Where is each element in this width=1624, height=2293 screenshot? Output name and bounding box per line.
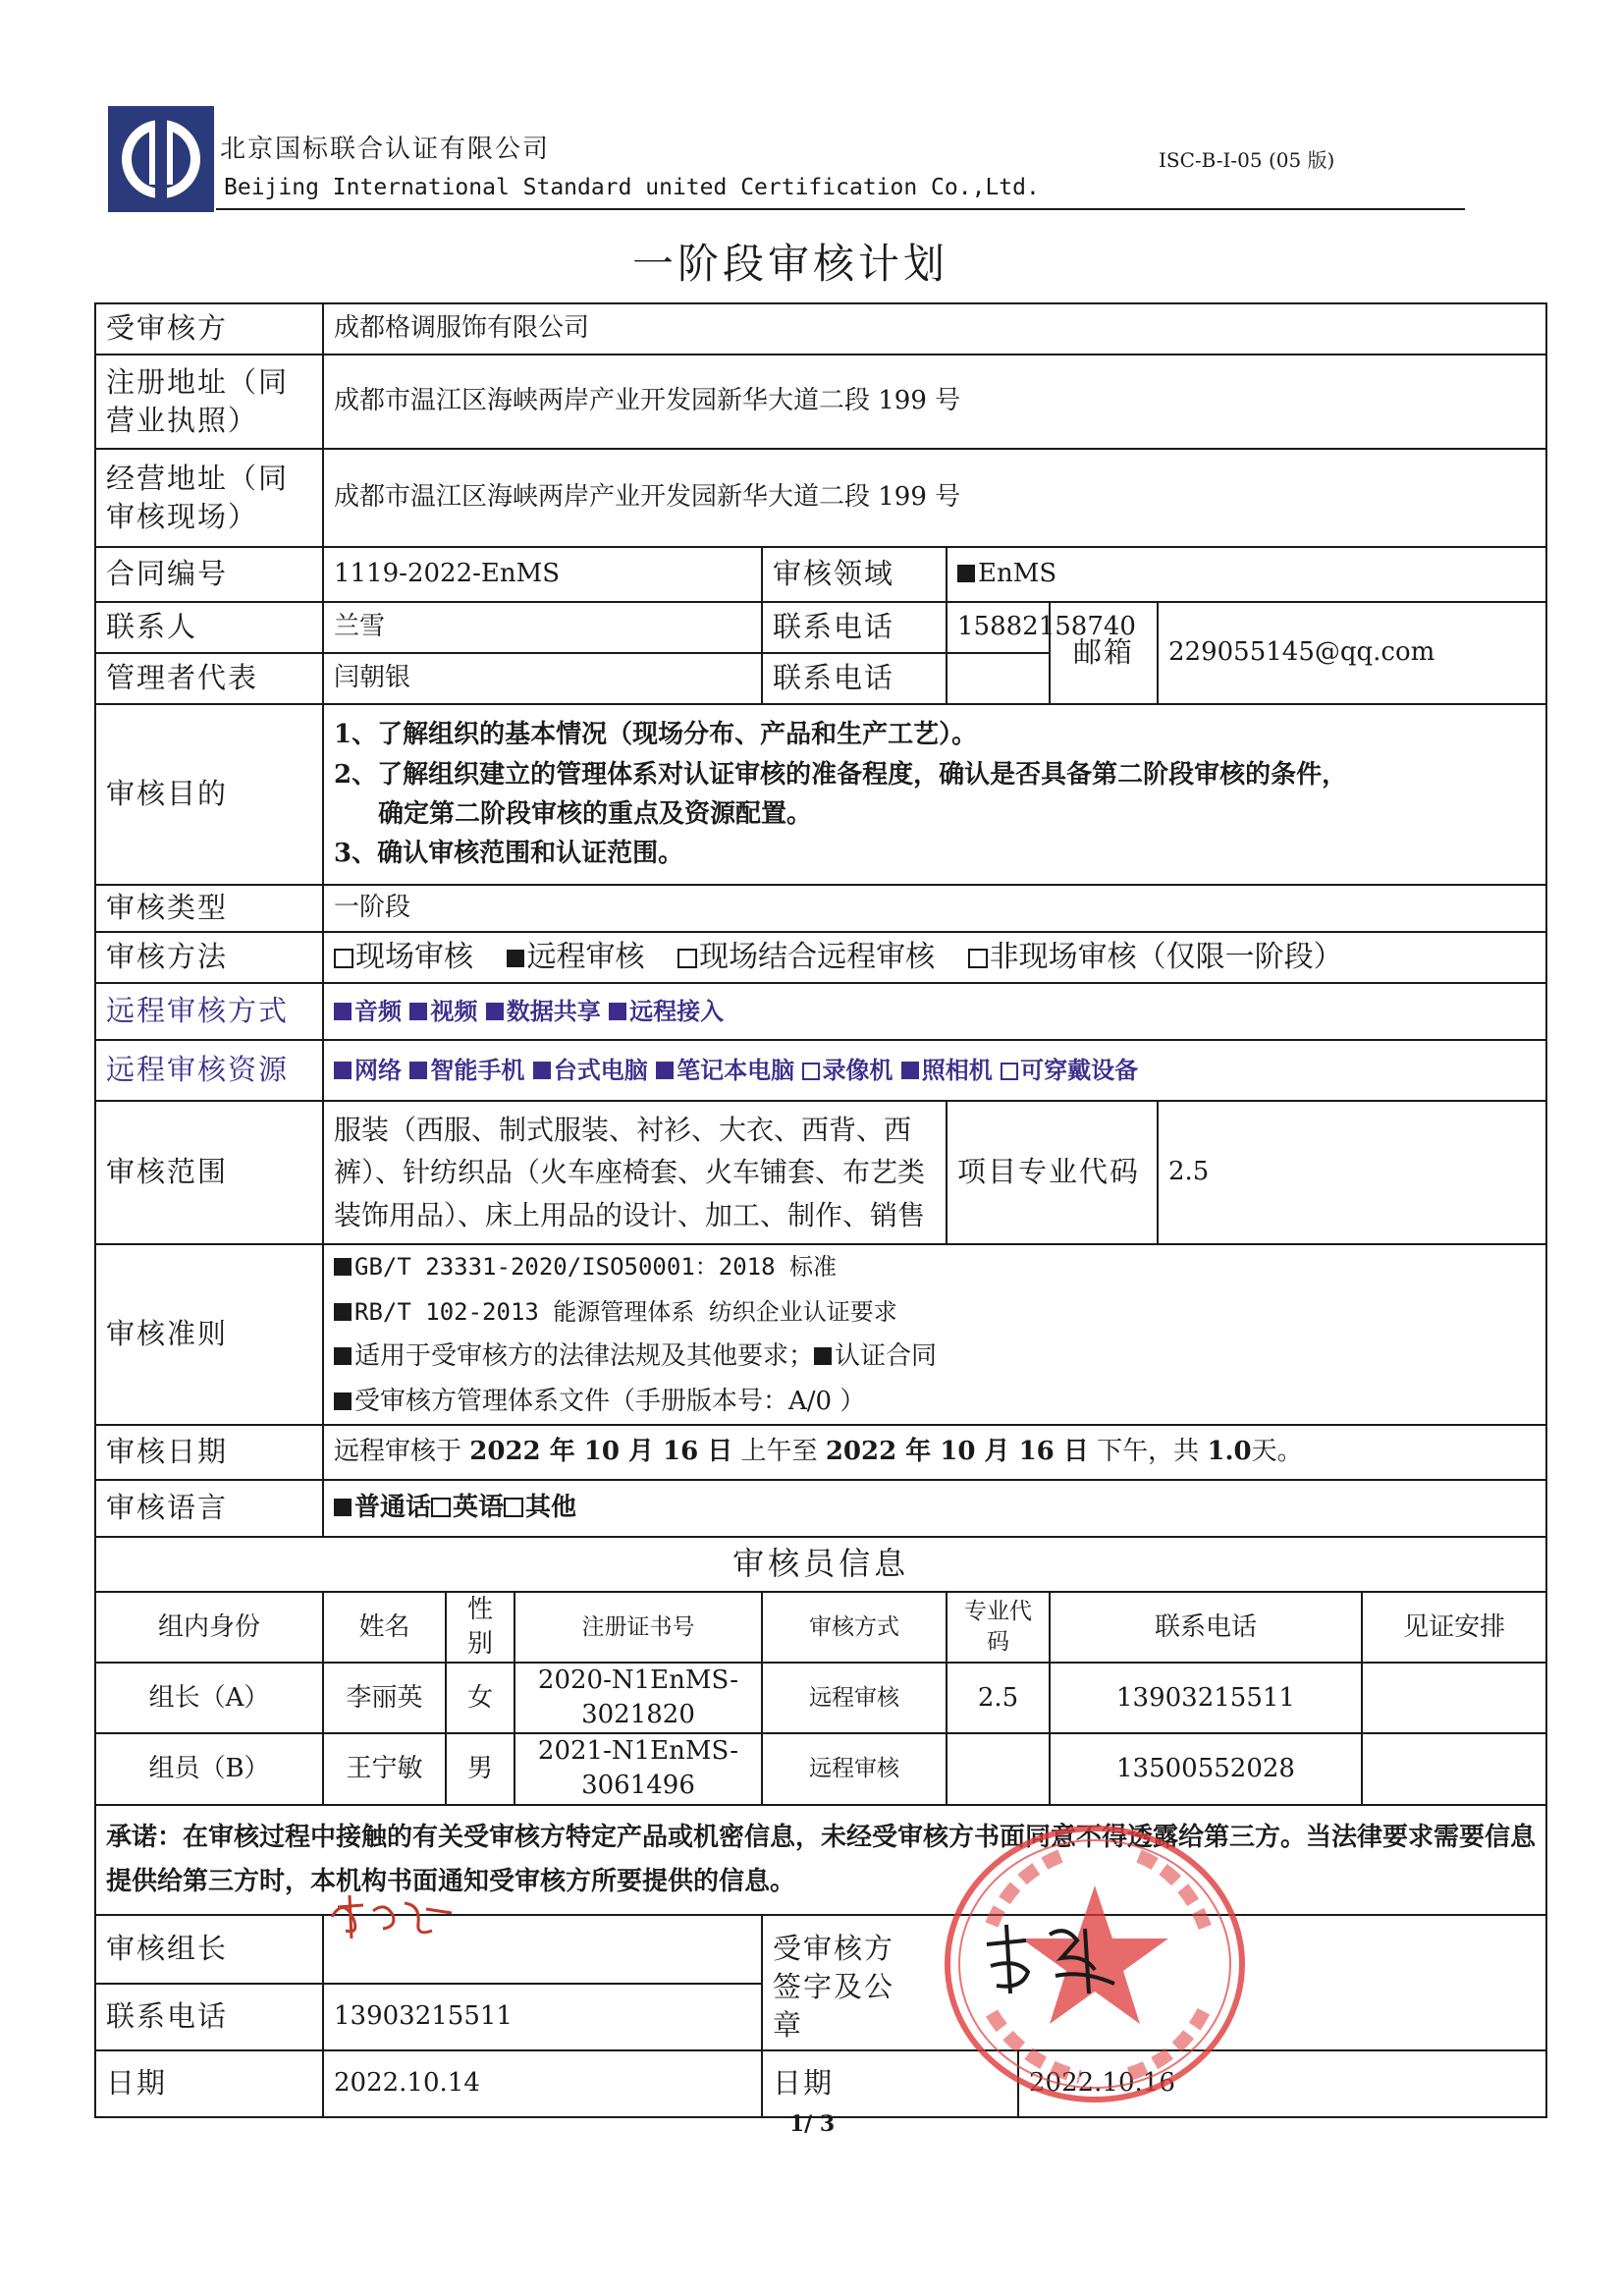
option-label: 笔记本电脑 [677, 1055, 795, 1084]
table-cell: 远程审核 [762, 1663, 947, 1733]
contact-phone-value: 15882158740 [947, 602, 1050, 653]
date-days: 1.0 [1207, 1437, 1252, 1467]
criteria-line [334, 1380, 1536, 1425]
column-header: 见证安排 [1362, 1592, 1546, 1663]
management-rep-value: 闫朝银 [323, 653, 762, 704]
unchecked-box-icon [334, 949, 353, 968]
table-row [95, 1733, 1546, 1804]
email-value: 229055145@qq.com [1158, 602, 1546, 704]
option-label: 现场结合远程审核 [699, 939, 936, 974]
checked-box-icon [486, 1003, 504, 1020]
confidentiality-commitment: 承诺：在审核过程中接触的有关受审核方特定产品或机密信息，未经受审核方书面同意不得透露给第三方。当法律要求需要信息提供给第三方时，本机构书面通知受审核方所要提供的信息。 [95, 1805, 1546, 1915]
company-name-en: Beijing International Standard united Certification Co.,Ltd. [224, 175, 1040, 200]
option-label: 网络 [354, 1055, 402, 1084]
audit-plan-form [94, 302, 1537, 2107]
method-option-combined[interactable] [677, 940, 935, 974]
language-english[interactable] [431, 1493, 504, 1522]
management-rep-label: 管理者代表 [95, 653, 323, 704]
email-label: 邮箱 [1050, 602, 1158, 704]
checked-box-icon [957, 565, 975, 582]
table-cell: 李丽英 [323, 1663, 446, 1733]
table-cell [947, 1733, 1050, 1804]
contact-label: 联系人 [95, 602, 323, 653]
audit-type-label: 审核类型 [95, 885, 323, 932]
method-option-offsite[interactable] [968, 940, 1343, 974]
unchecked-box-icon [1001, 1063, 1018, 1080]
table-cell: 王宁敏 [323, 1733, 446, 1804]
audit-domain-label: 审核领域 [762, 547, 947, 602]
table-cell: 女 [446, 1663, 514, 1733]
column-header: 组内身份 [95, 1592, 323, 1663]
contract-number-label: 合同编号 [95, 547, 323, 602]
audit-purpose-label: 审核目的 [95, 704, 323, 885]
resource-laptop[interactable] [656, 1056, 794, 1084]
table-cell: 远程审核 [762, 1733, 947, 1804]
auditee-label: 受审核方 [95, 303, 323, 355]
option-label: 普通话 [354, 1493, 432, 1523]
operating-address-label: 经营地址（同审核现场） [95, 449, 323, 547]
table-row [95, 1663, 1546, 1733]
resource-wearable[interactable] [1001, 1056, 1138, 1084]
remote-mode-remote-access[interactable] [609, 997, 724, 1025]
criteria-text: RB/T 102-2013 能源管理体系 纺织企业认证要求 [354, 1297, 897, 1326]
date-end: 2022 年 10 月 16 日 [825, 1437, 1089, 1467]
audit-language-options [323, 1480, 1546, 1537]
project-code-label: 项目专业代码 [947, 1101, 1158, 1244]
method-option-onsite[interactable] [334, 940, 473, 974]
auditee-value: 成都格调服饰有限公司 [323, 303, 1546, 355]
table-cell: 13903215511 [1050, 1663, 1362, 1733]
table-cell: 男 [446, 1733, 514, 1804]
checked-box-icon [334, 1062, 352, 1079]
option-label: 智能手机 [430, 1055, 525, 1084]
criteria-line [334, 1245, 1536, 1290]
leader-date-value: 2022.10.14 [323, 2050, 762, 2117]
page-number: 1/ 3 [788, 2111, 836, 2137]
column-header: 姓名 [323, 1592, 446, 1663]
audit-leader-label: 审核组长 [95, 1915, 323, 1984]
purpose-item: 3、确认审核范围和认证范围。 [334, 839, 684, 869]
option-label: 照相机 [921, 1055, 993, 1084]
table-cell: 2020-N1EnMS-3021820 [514, 1663, 762, 1733]
column-header: 性别 [446, 1592, 514, 1663]
language-mandarin[interactable] [334, 1493, 431, 1522]
date-mid: 上午至 [740, 1437, 818, 1467]
unchecked-box-icon [431, 1498, 451, 1517]
remote-resource-label: 远程审核资源 [95, 1040, 323, 1101]
checked-box-icon [334, 1258, 352, 1276]
language-other[interactable] [504, 1493, 576, 1522]
purpose-item: 2、了解组织建立的管理体系对认证审核的准备程度，确认是否具备第二阶段审核的条件， [334, 759, 1348, 790]
contract-number-value: 1119-2022-EnMS [323, 547, 762, 602]
table-cell: 组长（A） [95, 1663, 323, 1733]
audit-method-label: 审核方法 [95, 932, 323, 983]
checked-box-icon [656, 1062, 674, 1079]
resource-camera[interactable] [901, 1056, 993, 1084]
resource-smartphone[interactable] [409, 1056, 524, 1084]
criteria-text: 受审核方管理体系文件（手册版本号：A/0 ） [354, 1386, 866, 1416]
table-cell [1362, 1733, 1546, 1804]
checked-box-icon [901, 1062, 919, 1079]
audit-method-options [323, 932, 1546, 983]
option-label: 可穿戴设备 [1020, 1055, 1139, 1084]
checked-box-icon [507, 950, 524, 967]
criteria-text: GB/T 23331-2020/ISO50001：2018 标准 [354, 1253, 838, 1281]
checked-box-icon [409, 1003, 427, 1020]
purpose-item: 确定第二阶段审核的重点及资源配置。 [378, 799, 813, 829]
project-code-value: 2.5 [1158, 1101, 1546, 1244]
remote-mode-video[interactable] [409, 997, 477, 1025]
audit-scope-label: 审核范围 [95, 1101, 323, 1244]
audit-language-label: 审核语言 [95, 1480, 323, 1537]
audit-domain-text: EnMS [978, 559, 1057, 589]
checked-box-icon [334, 1499, 352, 1516]
audit-scope-value: 服装（西服、制式服装、衬衫、大衣、西背、西裤）、针纺织品（火车座椅套、火车铺套、布艺类装饰用品）、床上用品的设计、加工、制作、销售 [323, 1101, 947, 1244]
checked-box-icon [609, 1003, 626, 1020]
checked-box-icon [334, 1303, 352, 1321]
unchecked-box-icon [968, 949, 988, 968]
audit-purpose-list [323, 704, 1546, 885]
date-start: 2022 年 10 月 16 日 [469, 1437, 733, 1467]
header-divider [216, 208, 1465, 210]
criteria-line [334, 1290, 1536, 1336]
auditee-signature-label: 受审核方签字及公章 [773, 1931, 895, 2042]
audit-criteria-label: 审核准则 [95, 1244, 323, 1425]
method-option-remote[interactable] [507, 940, 645, 974]
column-header: 专业代码 [947, 1592, 1050, 1663]
company-name-cn: 北京国标联合认证有限公司 [220, 135, 551, 164]
option-label: 现场审核 [355, 939, 473, 974]
option-label: 视频 [430, 996, 478, 1025]
operating-address-value: 成都市温江区海峡两岸产业开发园新华大道二段 199 号 [323, 449, 1546, 547]
remote-mode-data-sharing[interactable] [486, 997, 601, 1025]
unchecked-box-icon [802, 1063, 820, 1080]
option-label: 数据共享 [506, 996, 601, 1025]
date-suffix: 下午，共 [1097, 1437, 1200, 1467]
company-logo [106, 104, 216, 214]
column-header: 审核方式 [762, 1592, 947, 1663]
resource-recorder[interactable] [802, 1056, 893, 1084]
audit-domain-value [947, 547, 1546, 602]
option-label: 远程接入 [629, 996, 725, 1025]
checked-box-icon [334, 1003, 352, 1020]
rep-phone-label: 联系电话 [762, 653, 947, 704]
registered-address-label: 注册地址（同营业执照） [95, 355, 323, 449]
contact-value: 兰雪 [323, 602, 762, 653]
option-label: 音频 [354, 996, 402, 1025]
remote-mode-options [323, 983, 1546, 1040]
auditor-table-header [95, 1592, 1546, 1663]
leader-date-label: 日期 [95, 2050, 323, 2117]
column-header: 联系电话 [1050, 1592, 1362, 1663]
rep-phone-value [947, 653, 1050, 704]
option-label: 远程审核 [526, 939, 645, 974]
remote-mode-audio[interactable] [334, 997, 402, 1025]
remote-mode-label: 远程审核方式 [95, 983, 323, 1040]
unchecked-box-icon [677, 949, 697, 968]
criteria-text: 适用于受审核方的法律法规及其他要求； [354, 1341, 815, 1371]
column-header: 注册证书号 [514, 1592, 762, 1663]
option-label: 非现场审核（仅限一阶段） [989, 939, 1343, 974]
table-cell [1362, 1663, 1546, 1733]
option-label: 其他 [525, 1493, 577, 1523]
checked-box-icon [814, 1347, 832, 1365]
checked-box-icon [533, 1062, 551, 1079]
criteria-line [334, 1335, 1536, 1380]
date-prefix: 远程审核于 [334, 1437, 462, 1467]
auditee-signature [967, 1915, 1134, 2003]
checked-box-icon [334, 1392, 352, 1410]
option-label: 录像机 [822, 1055, 893, 1084]
unchecked-box-icon [504, 1498, 523, 1517]
resource-network[interactable] [334, 1056, 402, 1084]
audit-criteria-list [323, 1244, 1546, 1425]
option-label: 台式电脑 [553, 1055, 648, 1084]
registered-address-value: 成都市温江区海峡两岸产业开发园新华大道二段 199 号 [323, 355, 1546, 449]
resource-desktop[interactable] [533, 1056, 648, 1084]
checked-box-icon [334, 1347, 352, 1365]
table-cell: 2.5 [947, 1663, 1050, 1733]
audit-date-label: 审核日期 [95, 1425, 323, 1480]
purpose-item: 1、了解组织的基本情况（现场分布、产品和生产工艺）。 [334, 720, 978, 750]
contact-phone-label: 联系电话 [762, 602, 947, 653]
checked-box-icon [409, 1062, 427, 1079]
leader-phone-label: 联系电话 [95, 1984, 323, 2050]
auditee-date-label: 日期 [762, 2050, 1018, 2117]
option-label: 英语 [453, 1493, 505, 1523]
document-number: ISC-B-I-05 (05 版) [1159, 148, 1335, 172]
page-title: 一阶段审核计划 [631, 240, 948, 288]
leader-signature [324, 1887, 461, 1946]
leader-phone-value: 13903215511 [323, 1984, 762, 2050]
audit-type-value: 一阶段 [323, 885, 1546, 932]
table-cell: 13500552028 [1050, 1733, 1362, 1804]
auditor-info-title: 审核员信息 [95, 1537, 1546, 1592]
audit-date-value [323, 1425, 1546, 1480]
auditee-date-value: 2022.10.16 [1018, 2050, 1546, 2117]
table-cell: 2021-N1EnMS-3061496 [514, 1733, 762, 1804]
date-tail: 天。 [1251, 1437, 1303, 1467]
remote-resource-options [323, 1040, 1546, 1101]
criteria-text: 认证合同 [835, 1341, 938, 1371]
table-cell: 组员（B） [95, 1733, 323, 1804]
